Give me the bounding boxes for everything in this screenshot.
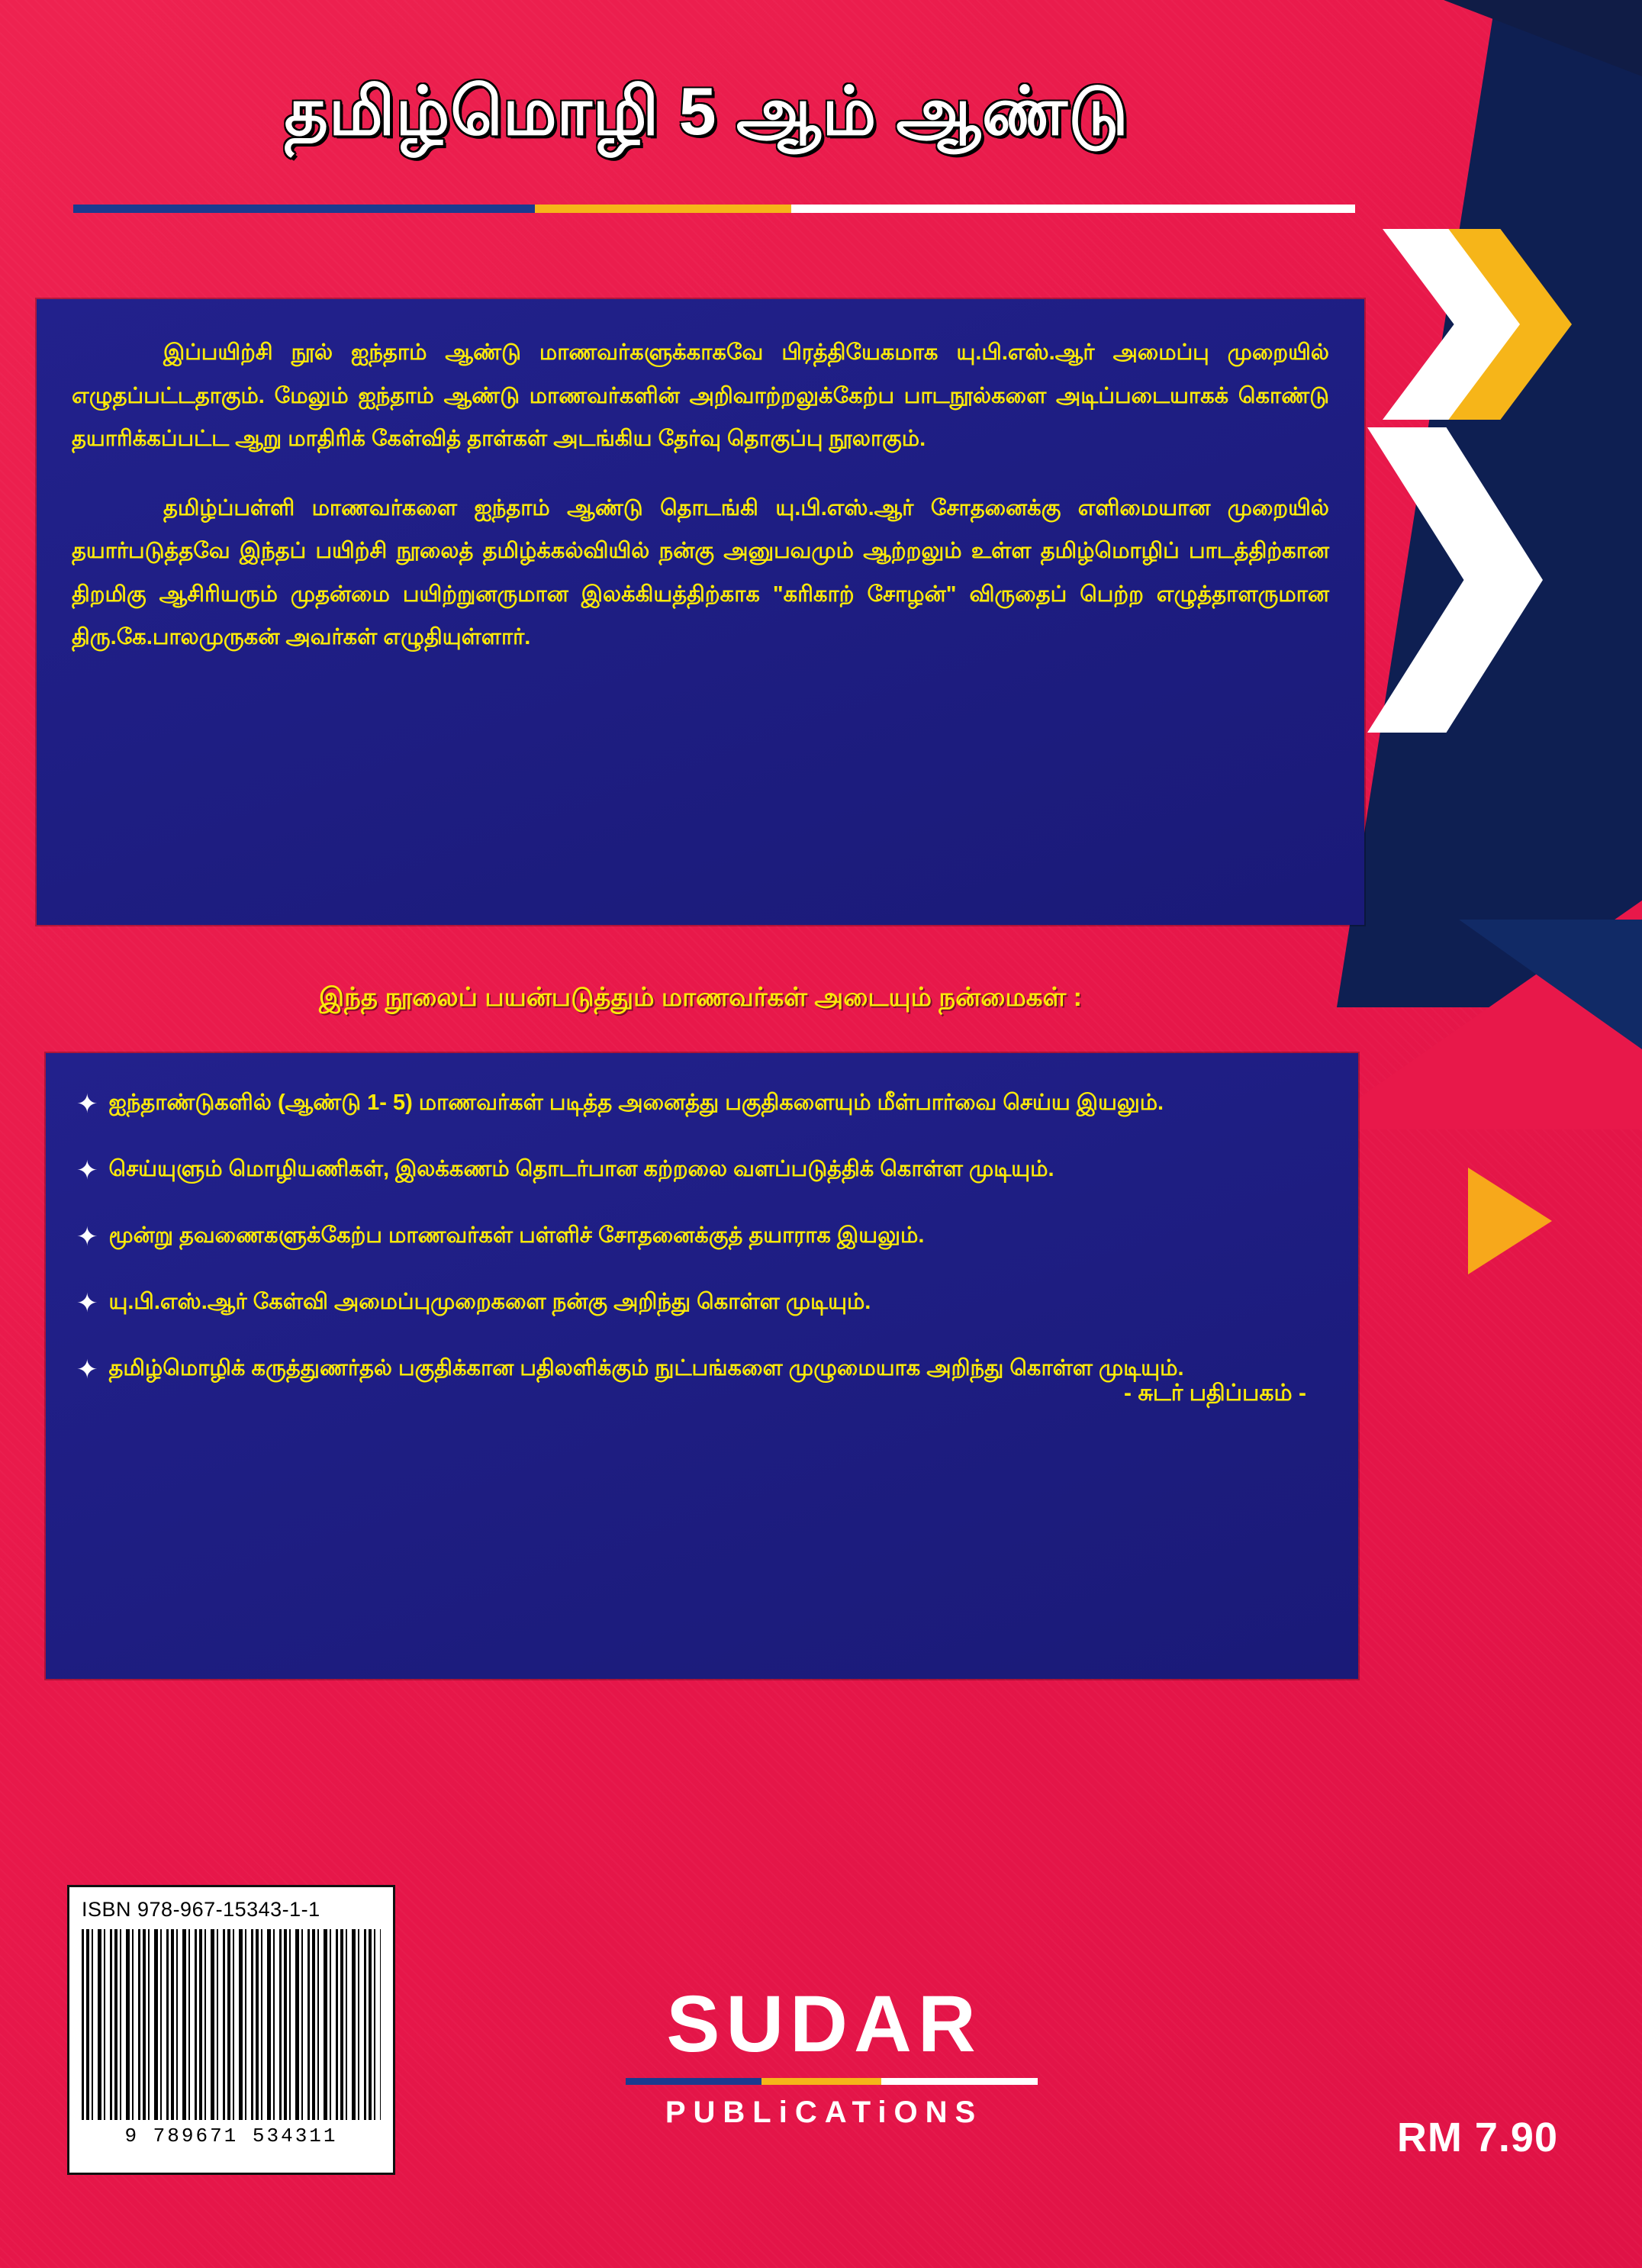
- publisher-name: SUDAR: [666, 1980, 982, 2069]
- intro-panel: [37, 299, 1364, 925]
- diamond-bullet-icon: ✦: [76, 1223, 98, 1252]
- intro-paragraph-2: தமிழ்ப்பள்ளி மாணவர்களை ஐந்தாம் ஆண்டு தொடங்கி யு.பி.எஸ்.ஆர் சோதனைக்கு எளிமையான முறையில் தயார்படுத்தவே இந்தப் பயிற்சி நூலைத் தமிழ்க்கல்வியில் நன்கு அனுபவமும் ஆற்றலும் உள்ள தமிழ்மொழிப் பாடத்திற்கான திறமிகு ஆசிரியரும் முதன்மை பயிற்றுனருமான இலக்கியத்திற்காக "கரிகாற் சோழன்" விருதைப் பெற்ற எழுத்தாளருமான திரு.கே.பாலமுருகன் அவர்கள் எழுதியுள்ளார்.: [72, 495, 1329, 650]
- list-item-label: ஐந்தாண்டுகளில் (ஆண்டு 1- 5) மாணவர்கள் படித்த அனைத்து பகுதிகளையும் மீள்பார்வை செய்ய இயலும்.: [108, 1091, 1164, 1115]
- list-item-label: தமிழ்மொழிக் கருத்துணர்தல் பகுதிக்கான பதிலளிக்கும் நுட்பங்களை முழுமையாக அறிந்து கொள்ள முடியும்.: [108, 1356, 1184, 1380]
- list-item: [76, 1216, 1322, 1257]
- diamond-bullet-icon: ✦: [76, 1355, 98, 1384]
- benefits-heading: இந்த நூலைப் பயன்படுத்தும் மாணவர்கள் அடையும் நன்மைகள் :: [319, 983, 1082, 1012]
- publisher-logo-divider: [626, 2078, 1038, 2085]
- list-item: [76, 1150, 1322, 1190]
- list-item-label: யு.பி.எஸ்.ஆர் கேள்வி அமைப்புமுறைகளை நன்கு அறிந்து கொள்ள முடியும்.: [108, 1290, 871, 1314]
- publisher-signature: - சுடர் பதிப்பகம் -: [1124, 1380, 1306, 1406]
- list-item-label: செய்யுளும் மொழியணிகள், இலக்கணம் தொடர்பான கற்றலை வளப்படுத்திக் கொள்ள முடியும்.: [108, 1157, 1054, 1181]
- benefits-panel: [46, 1053, 1358, 1679]
- arrow-gold-icon: [1468, 1168, 1552, 1274]
- intro-paragraph-1: இப்பயிற்சி நூல் ஐந்தாம் ஆண்டு மாணவர்களுக்காகவே பிரத்தியேகமாக யு.பி.எஸ்.ஆர் அமைப்பு முறையில் எழுதப்பட்டதாகும். மேலும் ஐந்தாம் ஆண்டு மாணவர்களின் அறிவாற்றலுக்கேற்ப பாடநூல்களை அடிப்படையாகக் கொண்டு தயாரிக்கப்பட்ட ஆறு மாதிரிக் கேள்வித் தாள்கள் அடங்கிய தேர்வு தொகுப்பு நூலாகும்.: [72, 340, 1329, 452]
- barcode-number: 9 789671 534311: [124, 2125, 338, 2147]
- diamond-bullet-icon: ✦: [76, 1090, 98, 1119]
- barcode-icon: [82, 1929, 381, 2120]
- publisher-subtitle: PUBLiCATiONS: [665, 2096, 984, 2129]
- page-title: [73, 72, 1340, 150]
- list-item-label: மூன்று தவணைகளுக்கேற்ப மாணவர்கள் பள்ளிச் சோதனைக்குத் தயாராக இயலும்.: [108, 1223, 925, 1248]
- list-item: [76, 1283, 1322, 1323]
- isbn-label: ISBN 978-967-15343-1-1: [82, 1898, 320, 1921]
- diamond-bullet-icon: ✦: [76, 1289, 98, 1318]
- price-label: RM 7.90: [1396, 2115, 1558, 2160]
- isbn-barcode-block: [67, 1885, 395, 2175]
- diamond-bullet-icon: ✦: [76, 1156, 98, 1185]
- title-divider: [73, 205, 1355, 213]
- page-title-text: தமிழ்மொழி 5 ஆம் ஆண்டு: [284, 73, 1129, 149]
- publisher-logo: [626, 1980, 1022, 2130]
- list-item: [76, 1084, 1322, 1124]
